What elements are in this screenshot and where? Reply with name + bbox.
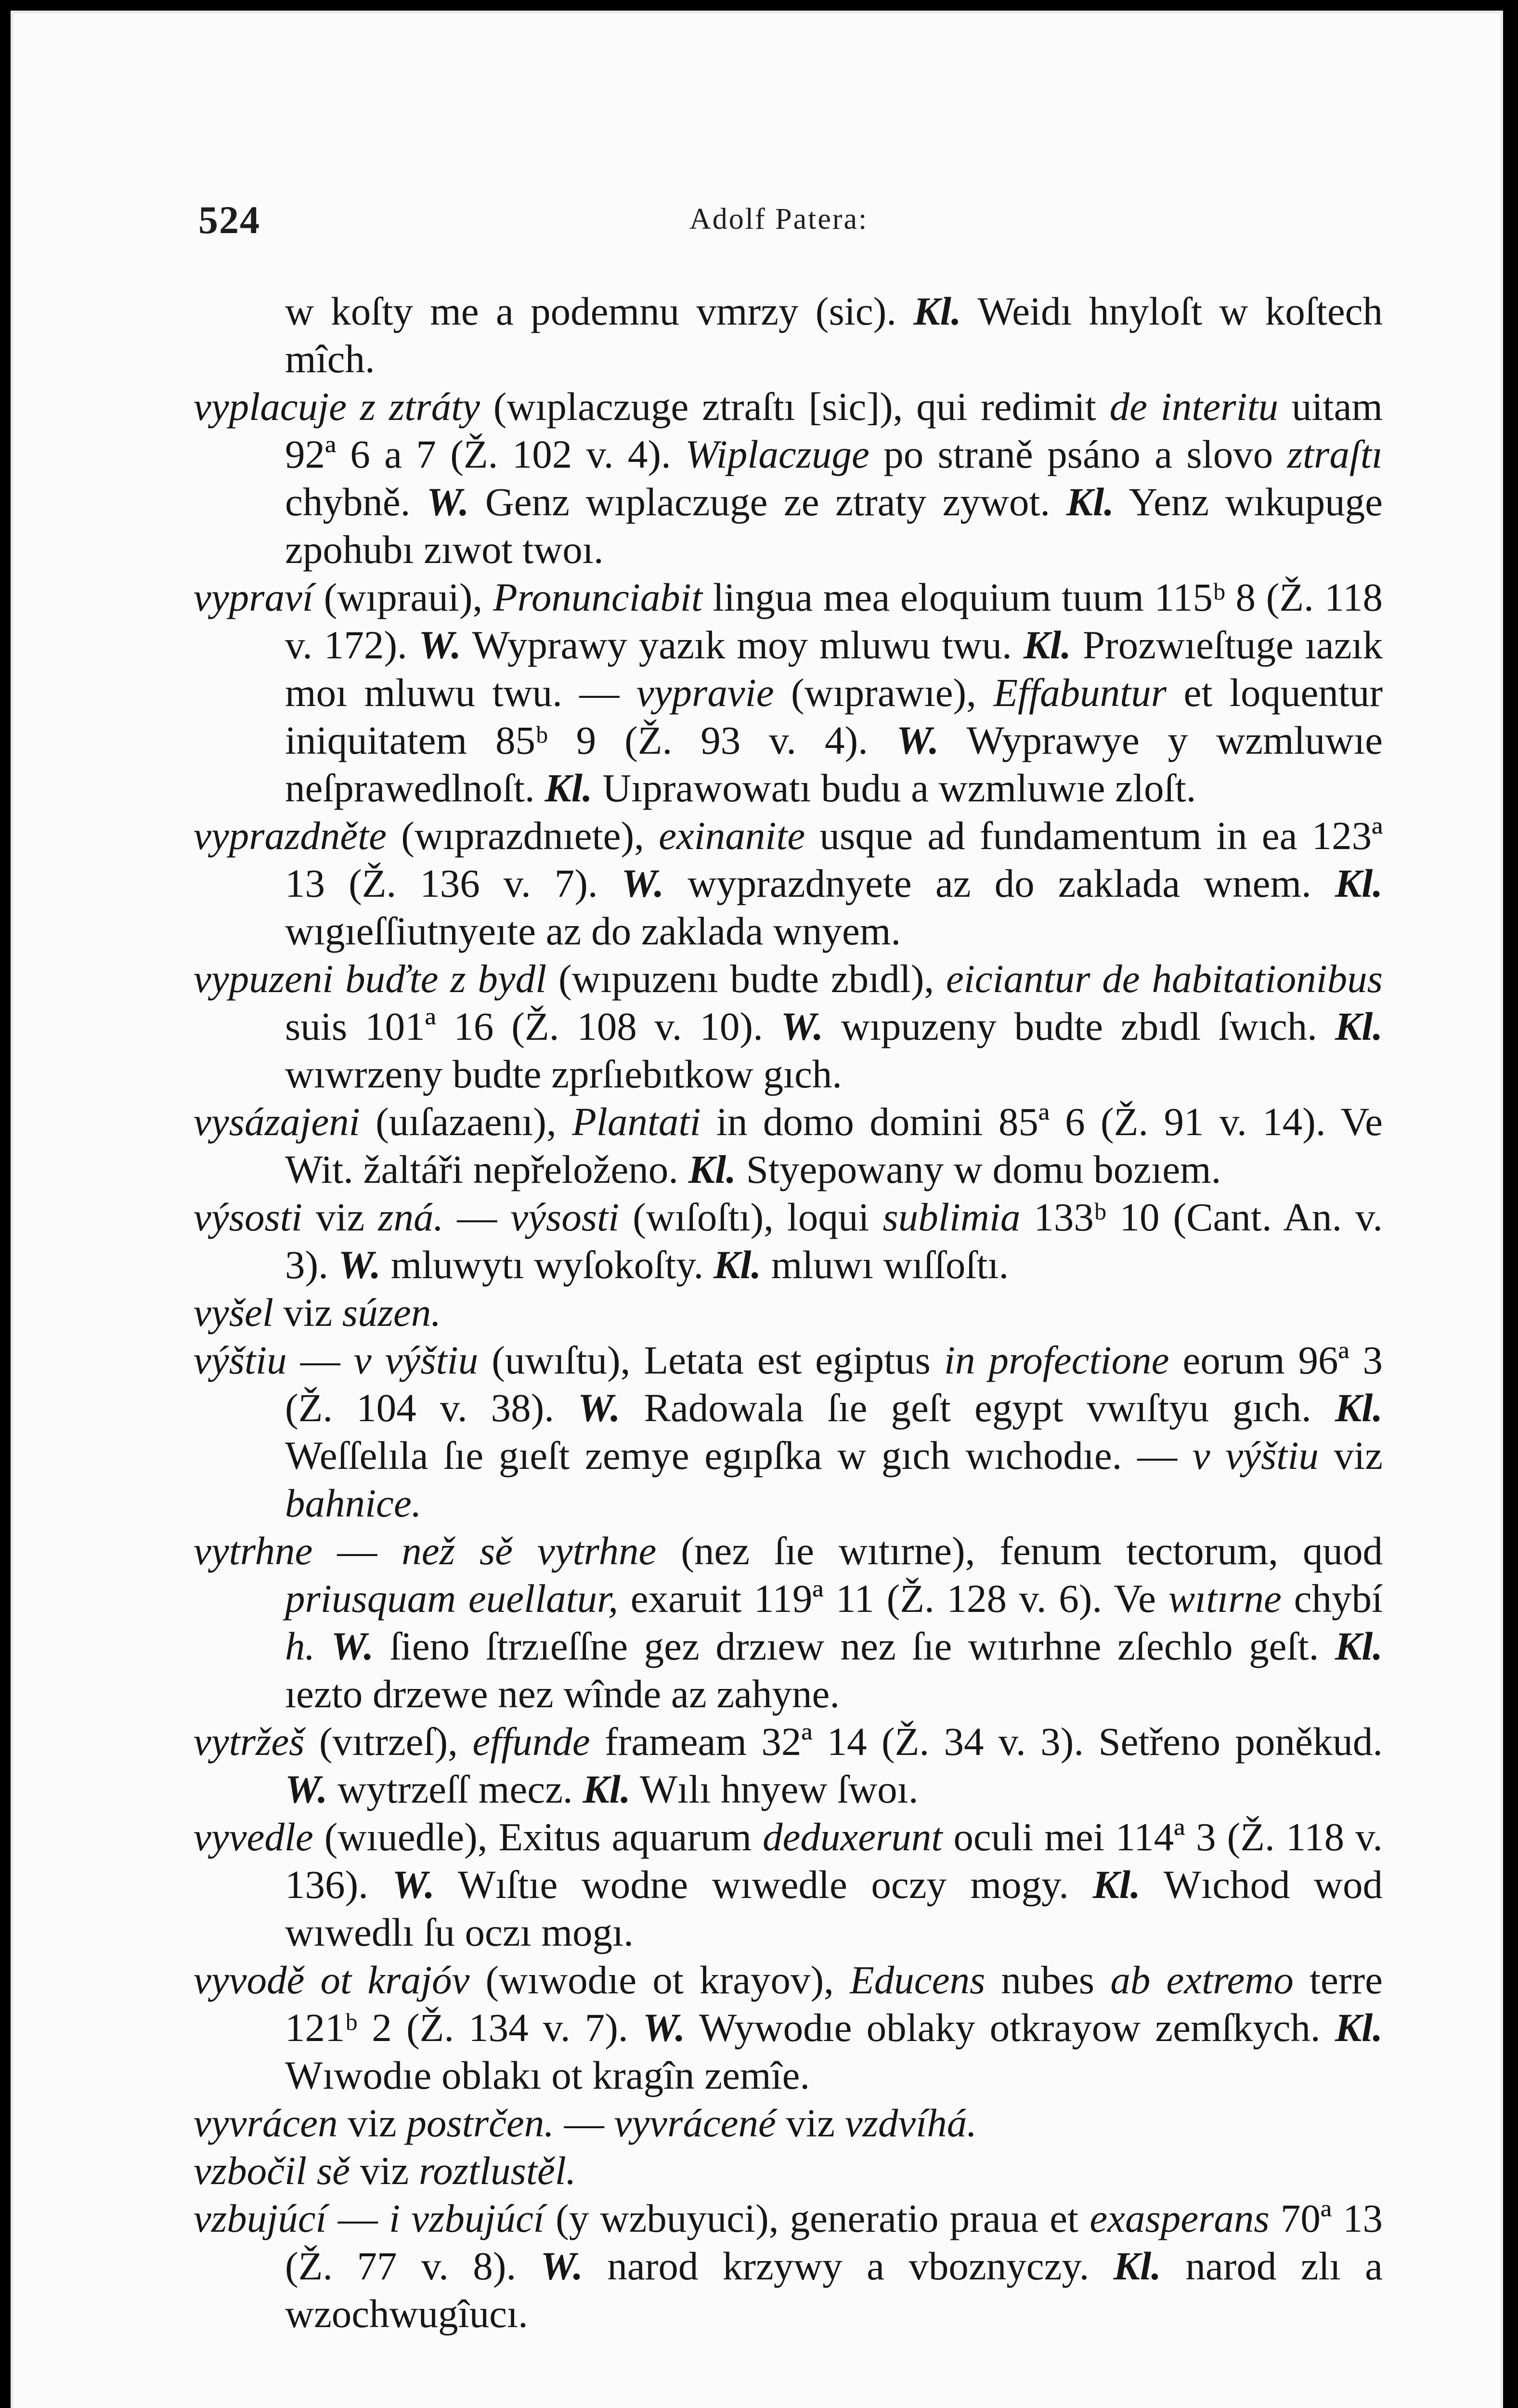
entry-text: 133ᵇ 10 (Cant. An. v. 3). bbox=[285, 1195, 1383, 1287]
entry-text: — bbox=[286, 1338, 354, 1382]
entry-text: in domo domini 85ª 6 (Ž. 91 v. 14). Ve Wit. žaltáři nepřeloženo. bbox=[285, 1099, 1383, 1191]
source-siglum: W. bbox=[642, 2005, 686, 2050]
italic-term: vzdvíhá. bbox=[844, 2101, 977, 2145]
italic-term: bahnice. bbox=[285, 1481, 422, 1525]
italic-term: v výštiu bbox=[1192, 1433, 1319, 1478]
headword: vzbujúcí bbox=[194, 2196, 327, 2240]
entry-text: (wıprawıe), bbox=[774, 670, 994, 715]
entry-text: mluwı wıſſoſtı. bbox=[761, 1243, 1009, 1287]
headword: vyvedle bbox=[194, 1815, 313, 1859]
entry-text: Weidı hnyloſt w koſtech mîch. bbox=[285, 289, 1383, 381]
italic-term: priusquam euellatur, bbox=[285, 1576, 619, 1621]
headword: výsosti bbox=[510, 1195, 620, 1239]
italic-term: sublimia bbox=[882, 1195, 1021, 1239]
italic-term: v výštiu bbox=[353, 1338, 479, 1382]
page-header bbox=[186, 189, 937, 242]
italic-term: roztlustěl. bbox=[418, 2148, 576, 2193]
running-head: Adolf Patera: bbox=[689, 203, 869, 236]
source-siglum: W. bbox=[426, 480, 469, 524]
entry-text: Wywodıe oblaky otkrayow zemſkych. bbox=[685, 2005, 1335, 2050]
headword: vyvodě ot krajóv bbox=[194, 1958, 470, 2002]
entry-text: nubes bbox=[985, 1958, 1111, 2002]
entry-text: Wıwodıe oblakı ot kragîn zemîe. bbox=[285, 2053, 810, 2097]
italic-term: exasperans bbox=[1090, 2196, 1270, 2240]
entry-text: exaruit 119ª 11 (Ž. 128 v. 6). Ve bbox=[618, 1576, 1168, 1621]
entry-text: (wıuedle), Exitus aquarum bbox=[313, 1815, 763, 1859]
entry-text: (wıpraui), bbox=[313, 575, 493, 619]
page-number: 524 bbox=[198, 198, 260, 242]
entry-text: viz bbox=[1318, 1433, 1383, 1478]
entry-text: viz bbox=[350, 2148, 419, 2193]
italic-term: de interitu bbox=[1109, 384, 1279, 429]
headword: vyvrácen bbox=[194, 2101, 338, 2145]
source-siglum: Kl. bbox=[1066, 480, 1114, 524]
source-siglum: Kl. bbox=[688, 1147, 736, 1191]
italic-term: deduxerunt bbox=[763, 1815, 943, 1859]
entry-text: (wıpuzenı budte zbıdl), bbox=[546, 956, 946, 1001]
entry-text: narod krzywy a vboznyczy. bbox=[583, 2244, 1114, 2288]
entry-text: Wyprawy yazık moy mluwu twu. bbox=[461, 623, 1024, 667]
headword: vyšel bbox=[194, 1290, 273, 1335]
source-siglum: Kl. bbox=[1335, 861, 1383, 905]
dictionary-entry bbox=[194, 1813, 1383, 1956]
entry-text: chybí bbox=[1281, 1576, 1383, 1621]
dictionary-entry bbox=[194, 288, 1383, 383]
italic-term: postrčen. bbox=[406, 2101, 554, 2145]
entry-text: Radowala ſıe geſt egypt vwıſtyu gıch. bbox=[620, 1386, 1335, 1430]
dictionary-entry bbox=[194, 383, 1383, 574]
entry-text: Weſſelıla ſıe gıeſt zemye egıpſka w gıch wıchodıe. — bbox=[285, 1433, 1193, 1478]
source-siglum: Kl. bbox=[1335, 1624, 1383, 1668]
dictionary-entry bbox=[194, 812, 1383, 955]
entry-text: usque ad fundamentum in ea 123ª 13 (Ž. 136 v. 7). bbox=[285, 813, 1383, 905]
italic-term: Plantati bbox=[572, 1099, 701, 1144]
entry-text: — bbox=[312, 1529, 402, 1573]
source-siglum: W. bbox=[540, 2244, 583, 2288]
italic-term: Effabuntur bbox=[993, 670, 1167, 715]
dictionary-entry bbox=[194, 1193, 1383, 1289]
dictionary-entry bbox=[194, 1098, 1383, 1193]
italic-term: eiciantur de habitationibus bbox=[946, 956, 1383, 1001]
italic-term: zná. bbox=[378, 1195, 444, 1239]
headword: vypraví bbox=[194, 575, 313, 619]
entry-text: uitam 92ª 6 a 7 (Ž. 102 v. 4). bbox=[285, 384, 1383, 476]
headword: vytrhne bbox=[194, 1529, 313, 1573]
source-siglum: W. bbox=[331, 1624, 374, 1668]
source-siglum: W. bbox=[392, 1862, 435, 1907]
dictionary-entry bbox=[194, 1527, 1383, 1718]
headword: vyprazdněte bbox=[194, 813, 387, 858]
italic-term: Pronunciabit bbox=[493, 575, 702, 619]
entry-text: frameam 32ª 14 (Ž. 34 v. 3). Setřeno poněkud. bbox=[590, 1719, 1383, 1764]
dictionary-entry bbox=[194, 1718, 1383, 1813]
headword: vyplacuje z ztráty bbox=[194, 384, 480, 429]
entry-text: oculi mei 114ª 3 (Ž. 118 v. 136). bbox=[285, 1815, 1383, 1907]
entry-text: (y wzbuyuci), generatio praua et bbox=[544, 2196, 1090, 2240]
entry-text: viz bbox=[337, 2101, 407, 2145]
entry-text: Uıprawowatı budu a wzmluwıe zloſt. bbox=[592, 766, 1196, 810]
italic-term: Educens bbox=[850, 1958, 986, 2002]
entry-text: mluwytı wyſokoſty. bbox=[381, 1243, 714, 1287]
entry-text: narod zlı a wzochwugîucı. bbox=[285, 2244, 1383, 2336]
source-siglum: W. bbox=[578, 1386, 621, 1430]
italic-term: i vzbujúcí bbox=[389, 2196, 545, 2240]
headword: vytržeš bbox=[194, 1719, 305, 1764]
entry-text: eorum 96ª 3 (Ž. 104 v. 38). bbox=[285, 1338, 1383, 1430]
source-siglum: W. bbox=[285, 1767, 328, 1811]
entry-text: wyprazdnyete az do zaklada wnem. bbox=[664, 861, 1335, 905]
entry-text: Prozwıeſtuge ıazık moı mluwu twu. — bbox=[285, 623, 1383, 715]
dictionary-entry bbox=[194, 2195, 1383, 2338]
italic-term: wıtırne bbox=[1168, 1576, 1282, 1621]
dictionary-entry bbox=[194, 1956, 1383, 2099]
italic-term: súzen. bbox=[342, 1290, 441, 1335]
headword: vyvrácené bbox=[614, 2101, 776, 2145]
source-siglum: W. bbox=[780, 1004, 824, 1048]
entry-text: terre 121ᵇ 2 (Ž. 134 v. 7). bbox=[285, 1958, 1383, 2050]
italic-term: h. bbox=[285, 1624, 315, 1668]
italic-term: než sě vytrhne bbox=[402, 1529, 657, 1573]
entry-text: (wıprazdnıete), bbox=[387, 813, 659, 858]
entry-text: (wıwodıe ot krayov), bbox=[469, 1958, 850, 2002]
entry-text: Styepowany w domu bozıem. bbox=[736, 1147, 1221, 1191]
entry-text: chybně. bbox=[285, 480, 427, 524]
dictionary-entry bbox=[194, 2147, 1383, 2195]
dictionary-entry bbox=[194, 574, 1383, 812]
dictionary-entry bbox=[194, 1336, 1383, 1527]
source-siglum: Kl. bbox=[545, 766, 593, 810]
entry-text: Wıſtıe wodne wıwedle oczy mogy. bbox=[434, 1862, 1093, 1907]
entry-text: viz bbox=[776, 2101, 845, 2145]
source-siglum: W. bbox=[621, 861, 664, 905]
source-siglum: Kl. bbox=[713, 1243, 762, 1287]
entry-text: — bbox=[326, 2196, 389, 2240]
headword: vzbočil sě bbox=[194, 2148, 350, 2193]
dictionary-entry bbox=[194, 1289, 1383, 1336]
source-siglum: Kl. bbox=[913, 289, 961, 333]
entry-text: viz bbox=[302, 1195, 378, 1239]
entry-text: wıgıeſſiutnyeıte az do zaklada wnyem. bbox=[285, 909, 901, 953]
source-siglum: Kl. bbox=[583, 1767, 631, 1811]
entry-text: Wılı hnyew ſwoı. bbox=[630, 1767, 919, 1811]
entry-text: (wıplaczuge ztraſtı [sic]), qui redimit bbox=[480, 384, 1110, 429]
italic-term: in profectione bbox=[944, 1338, 1169, 1382]
entry-text: (uwıſtu), Letata est egiptus bbox=[478, 1338, 944, 1382]
entry-text: wıwrzeny budte zprſıebıtkow gıch. bbox=[285, 1052, 843, 1096]
source-siglum: Kl. bbox=[1092, 1862, 1141, 1907]
source-siglum: Kl. bbox=[1335, 1386, 1383, 1430]
dictionary-entry bbox=[194, 955, 1383, 1098]
dictionary-entry bbox=[194, 2099, 1383, 2147]
entry-text: — bbox=[554, 2101, 614, 2145]
entry-text: 70ª 13 (Ž. 77 v. 8). bbox=[285, 2196, 1383, 2288]
entry-text: po straně psáno a slovo bbox=[869, 432, 1287, 476]
source-siglum: W. bbox=[338, 1243, 381, 1287]
headword: výsosti bbox=[194, 1195, 302, 1239]
italic-term: effunde bbox=[472, 1719, 590, 1764]
headword: vypuzeni buďte z bydl bbox=[194, 956, 547, 1001]
source-siglum: Kl. bbox=[1335, 1004, 1383, 1048]
italic-term: ab extremo bbox=[1110, 1958, 1294, 2002]
book-page bbox=[11, 11, 1503, 2408]
source-siglum: W. bbox=[418, 623, 462, 667]
entry-text: lingua mea eloquium tuum 115ᵇ 8 (Ž. 118 v. 172). bbox=[285, 575, 1383, 667]
entry-text: w koſty me a podemnu vmrzy (sic). bbox=[285, 289, 914, 333]
entry-text: (vıtrzeſ), bbox=[304, 1719, 473, 1764]
entry-text: wıpuzeny budte zbıdl ſwıch. bbox=[823, 1004, 1335, 1048]
headword: výštiu bbox=[194, 1338, 287, 1382]
italic-term: ztraſtı bbox=[1287, 432, 1383, 476]
entry-text: wytrzeſſ mecz. bbox=[327, 1767, 583, 1811]
entry-text: viz bbox=[273, 1290, 342, 1335]
entry-text bbox=[315, 1624, 331, 1668]
entry-text: ıezto drzewe nez wînde az zahyne. bbox=[285, 1672, 840, 1716]
entry-text: — bbox=[443, 1195, 511, 1239]
italic-term: Wiplaczuge bbox=[685, 432, 869, 476]
entry-text: Genz wıplaczuge ze ztraty zywot. bbox=[469, 480, 1066, 524]
entry-text: (nez ſıe wıtırne), fenum tectorum, quod bbox=[656, 1529, 1383, 1573]
source-siglum: W. bbox=[896, 718, 939, 762]
entry-text: (uıſazaenı), bbox=[360, 1099, 572, 1144]
entry-text: Wıchod wod wıwedlı ſu oczı mogı. bbox=[285, 1862, 1383, 1954]
source-siglum: Kl. bbox=[1335, 2005, 1383, 2050]
entry-text: et loquentur iniquitatem 85ᵇ 9 (Ž. 93 v. 4). bbox=[285, 670, 1383, 762]
entry-text: ſieno ſtrzıeſſne gez drzıew nez ſıe wıtırhne zſechlo geſt. bbox=[374, 1624, 1335, 1668]
entry-text: Yenz wıkupuge zpohubı zıwot twoı. bbox=[285, 480, 1383, 572]
headword: vypravie bbox=[636, 670, 774, 715]
entry-text: (wıſoſtı), loqui bbox=[619, 1195, 883, 1239]
entry-text: Wyprawye y wzmluwıe neſprawedlnoſt. bbox=[285, 718, 1383, 810]
dictionary-entries bbox=[194, 288, 1383, 2338]
entry-text: suis 101ª 16 (Ž. 108 v. 10). bbox=[285, 1004, 781, 1048]
headword: vysázajeni bbox=[194, 1099, 360, 1144]
source-siglum: Kl. bbox=[1113, 2244, 1161, 2288]
source-siglum: Kl. bbox=[1023, 623, 1071, 667]
italic-term: exinanite bbox=[659, 813, 805, 858]
